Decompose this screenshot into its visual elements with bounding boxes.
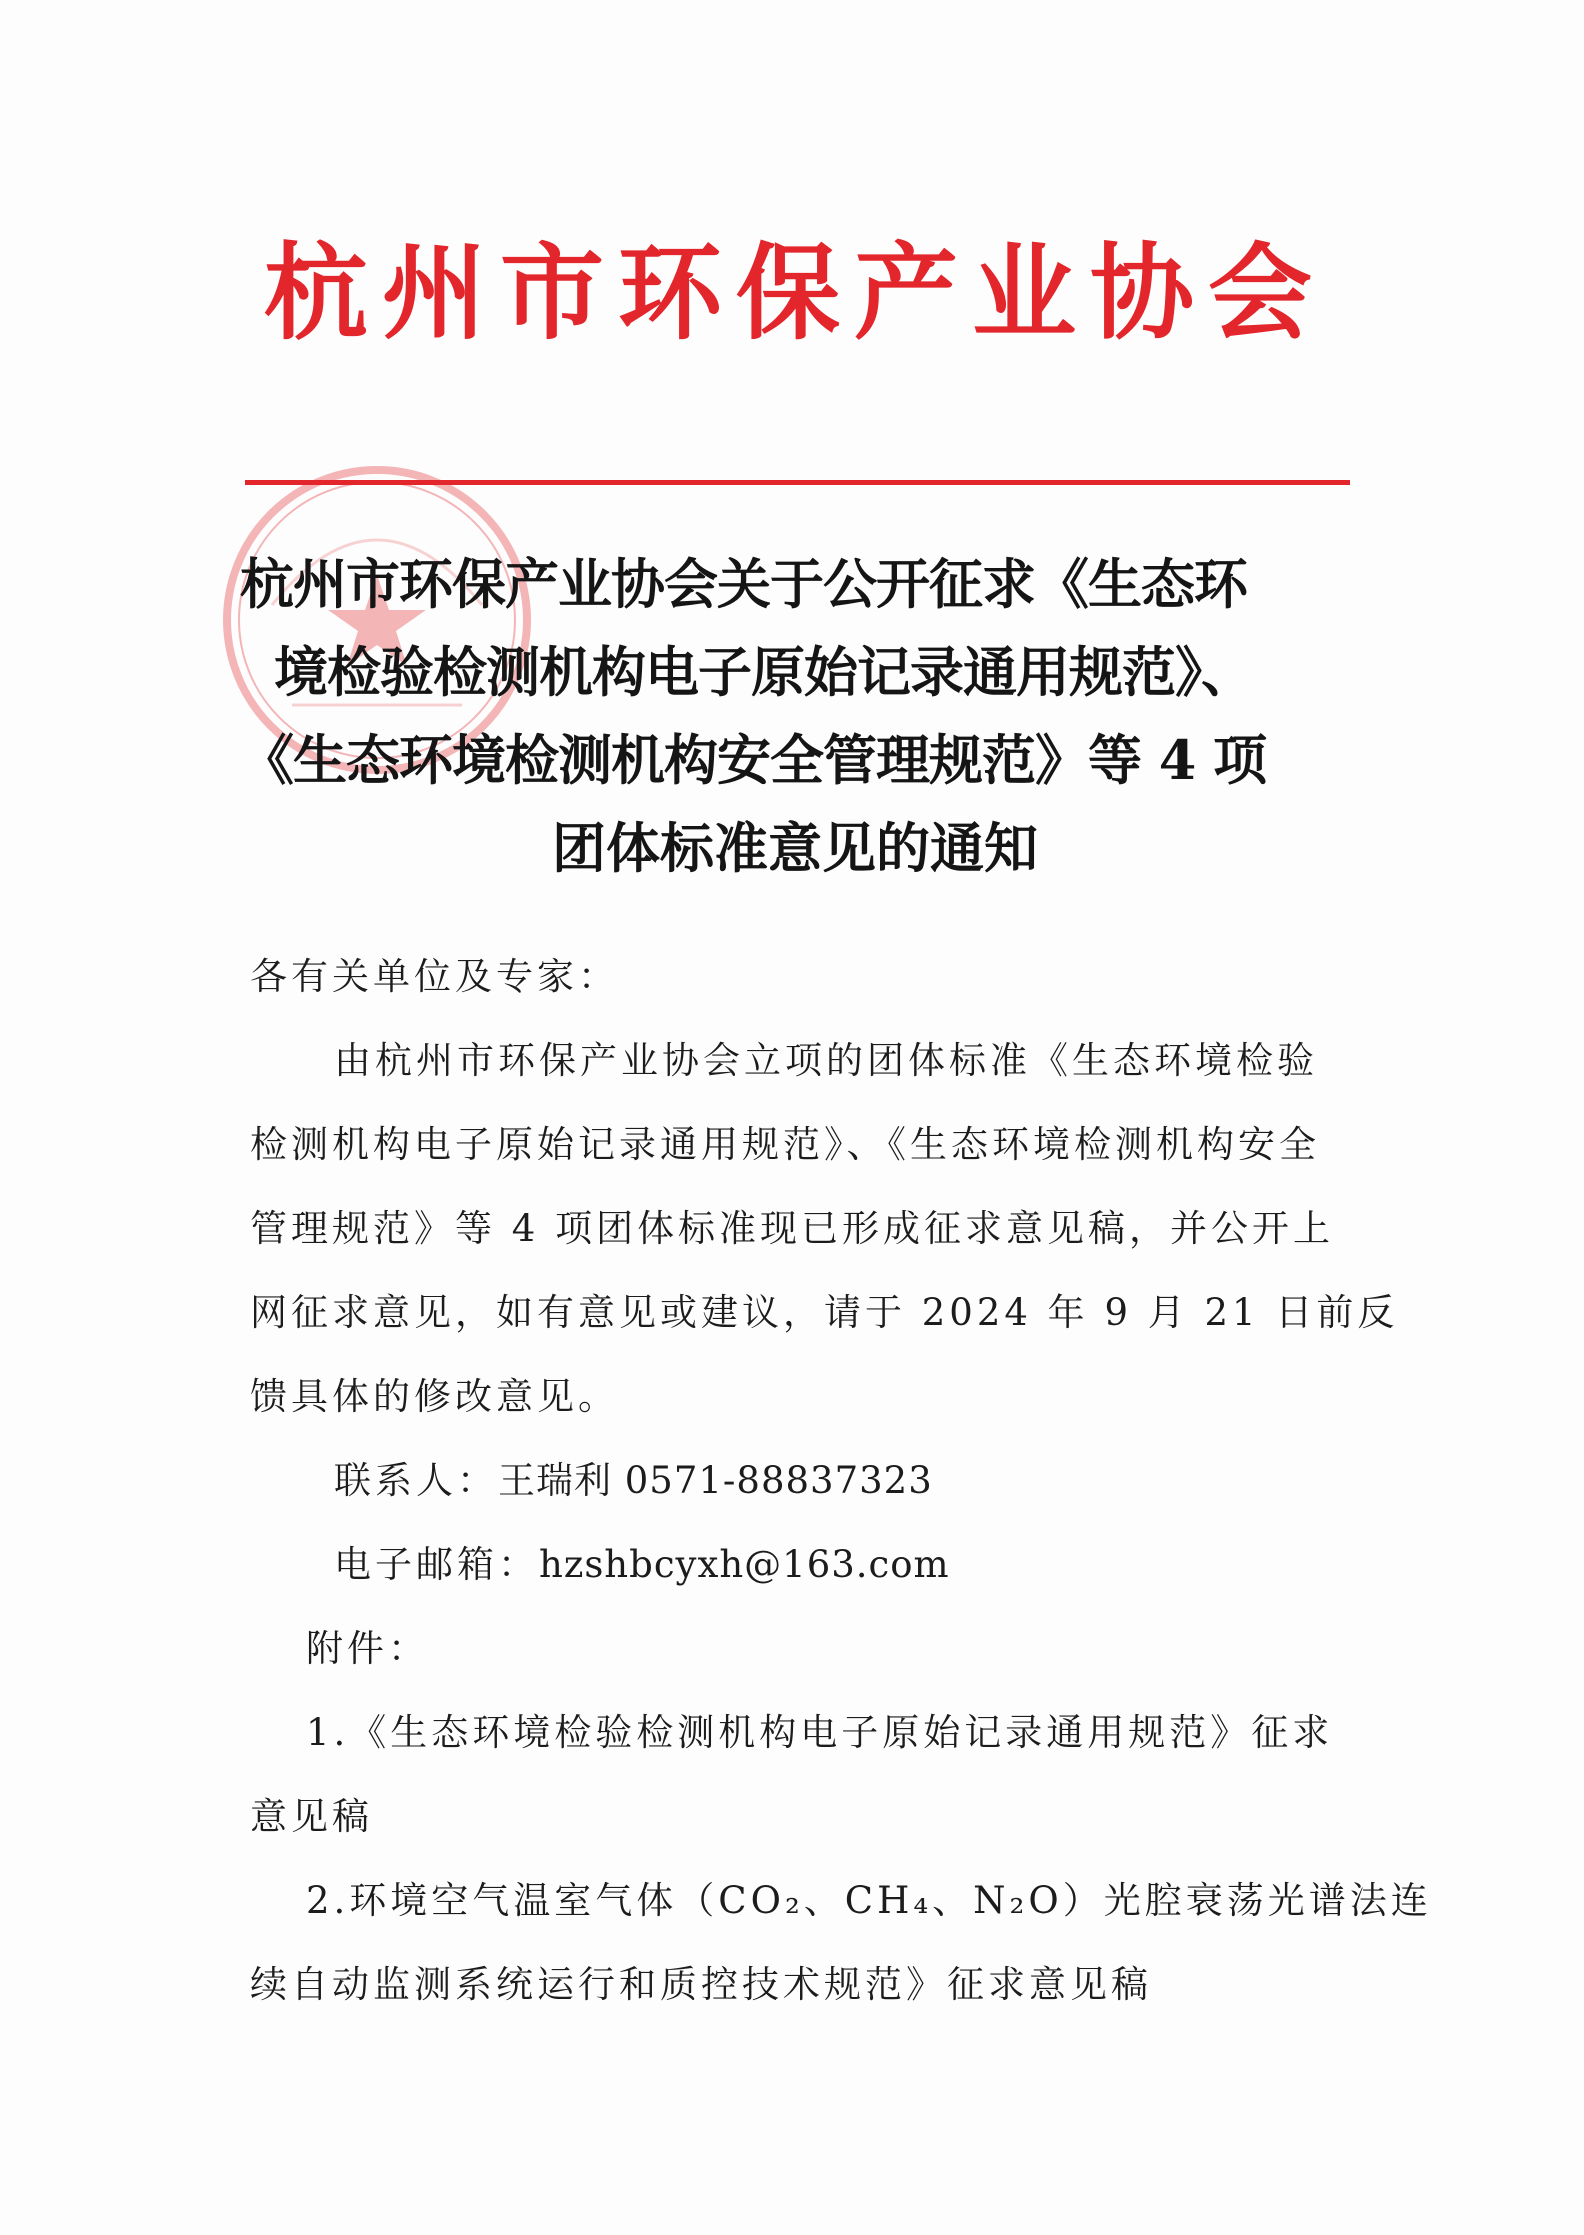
contact-person-label: 联系人：: [334, 1459, 498, 1502]
contact-email-value: hzshbcyxh@163.com: [539, 1543, 950, 1586]
title-line: 境检验检测机构电子原始记录通用规范》、: [274, 640, 1254, 704]
title-line: 杭州市环保产业协会关于公开征求《生态环: [240, 552, 1247, 616]
paragraph-line: 管理规范》等 4 项团体标准现已形成征求意见稿，并公开上: [250, 1207, 1335, 1250]
organization-header: 杭州市环保产业协会: [263, 231, 1326, 354]
attachment-line: 续自动监测系统运行和质控技术规范》征求意见稿: [250, 1963, 1152, 2006]
contact-person-value: 王瑞利 0571-88837323: [498, 1459, 933, 1502]
paragraph-line: 馈具体的修改意见。: [250, 1375, 619, 1418]
title-line: 《生态环境检测机构安全管理规范》等 4 项: [240, 728, 1267, 792]
contact-email-row: [250, 1523, 1350, 1607]
contact-email-label: 电子邮箱：: [334, 1543, 539, 1586]
paragraph-line: 网征求意见，如有意见或建议，请于 2024 年 9 月 21 日前反: [250, 1291, 1399, 1334]
attachment-line: 1.《生态环境检验检测机构电子原始记录通用规范》征求: [306, 1711, 1334, 1754]
document-body: [250, 935, 1432, 2027]
paragraph-line: 检测机构电子原始记录通用规范》、《生态环境检测机构安全: [250, 1123, 1320, 1166]
attachment-line: 2.环境空气温室气体（CO₂、CH₄、N₂O）光腔衰荡光谱法连: [306, 1879, 1432, 1922]
document-title: [240, 540, 1350, 892]
attachments-label: 附件：: [306, 1627, 429, 1670]
salutation: 各有关单位及专家：: [250, 955, 619, 998]
contact-person-row: [250, 1439, 1350, 1523]
title-line: 团体标准意见的通知: [552, 816, 1038, 880]
paragraph-line: 由杭州市环保产业协会立项的团体标准《生态环境检验: [334, 1039, 1318, 1082]
attachment-line: 意见稿: [250, 1795, 373, 1838]
